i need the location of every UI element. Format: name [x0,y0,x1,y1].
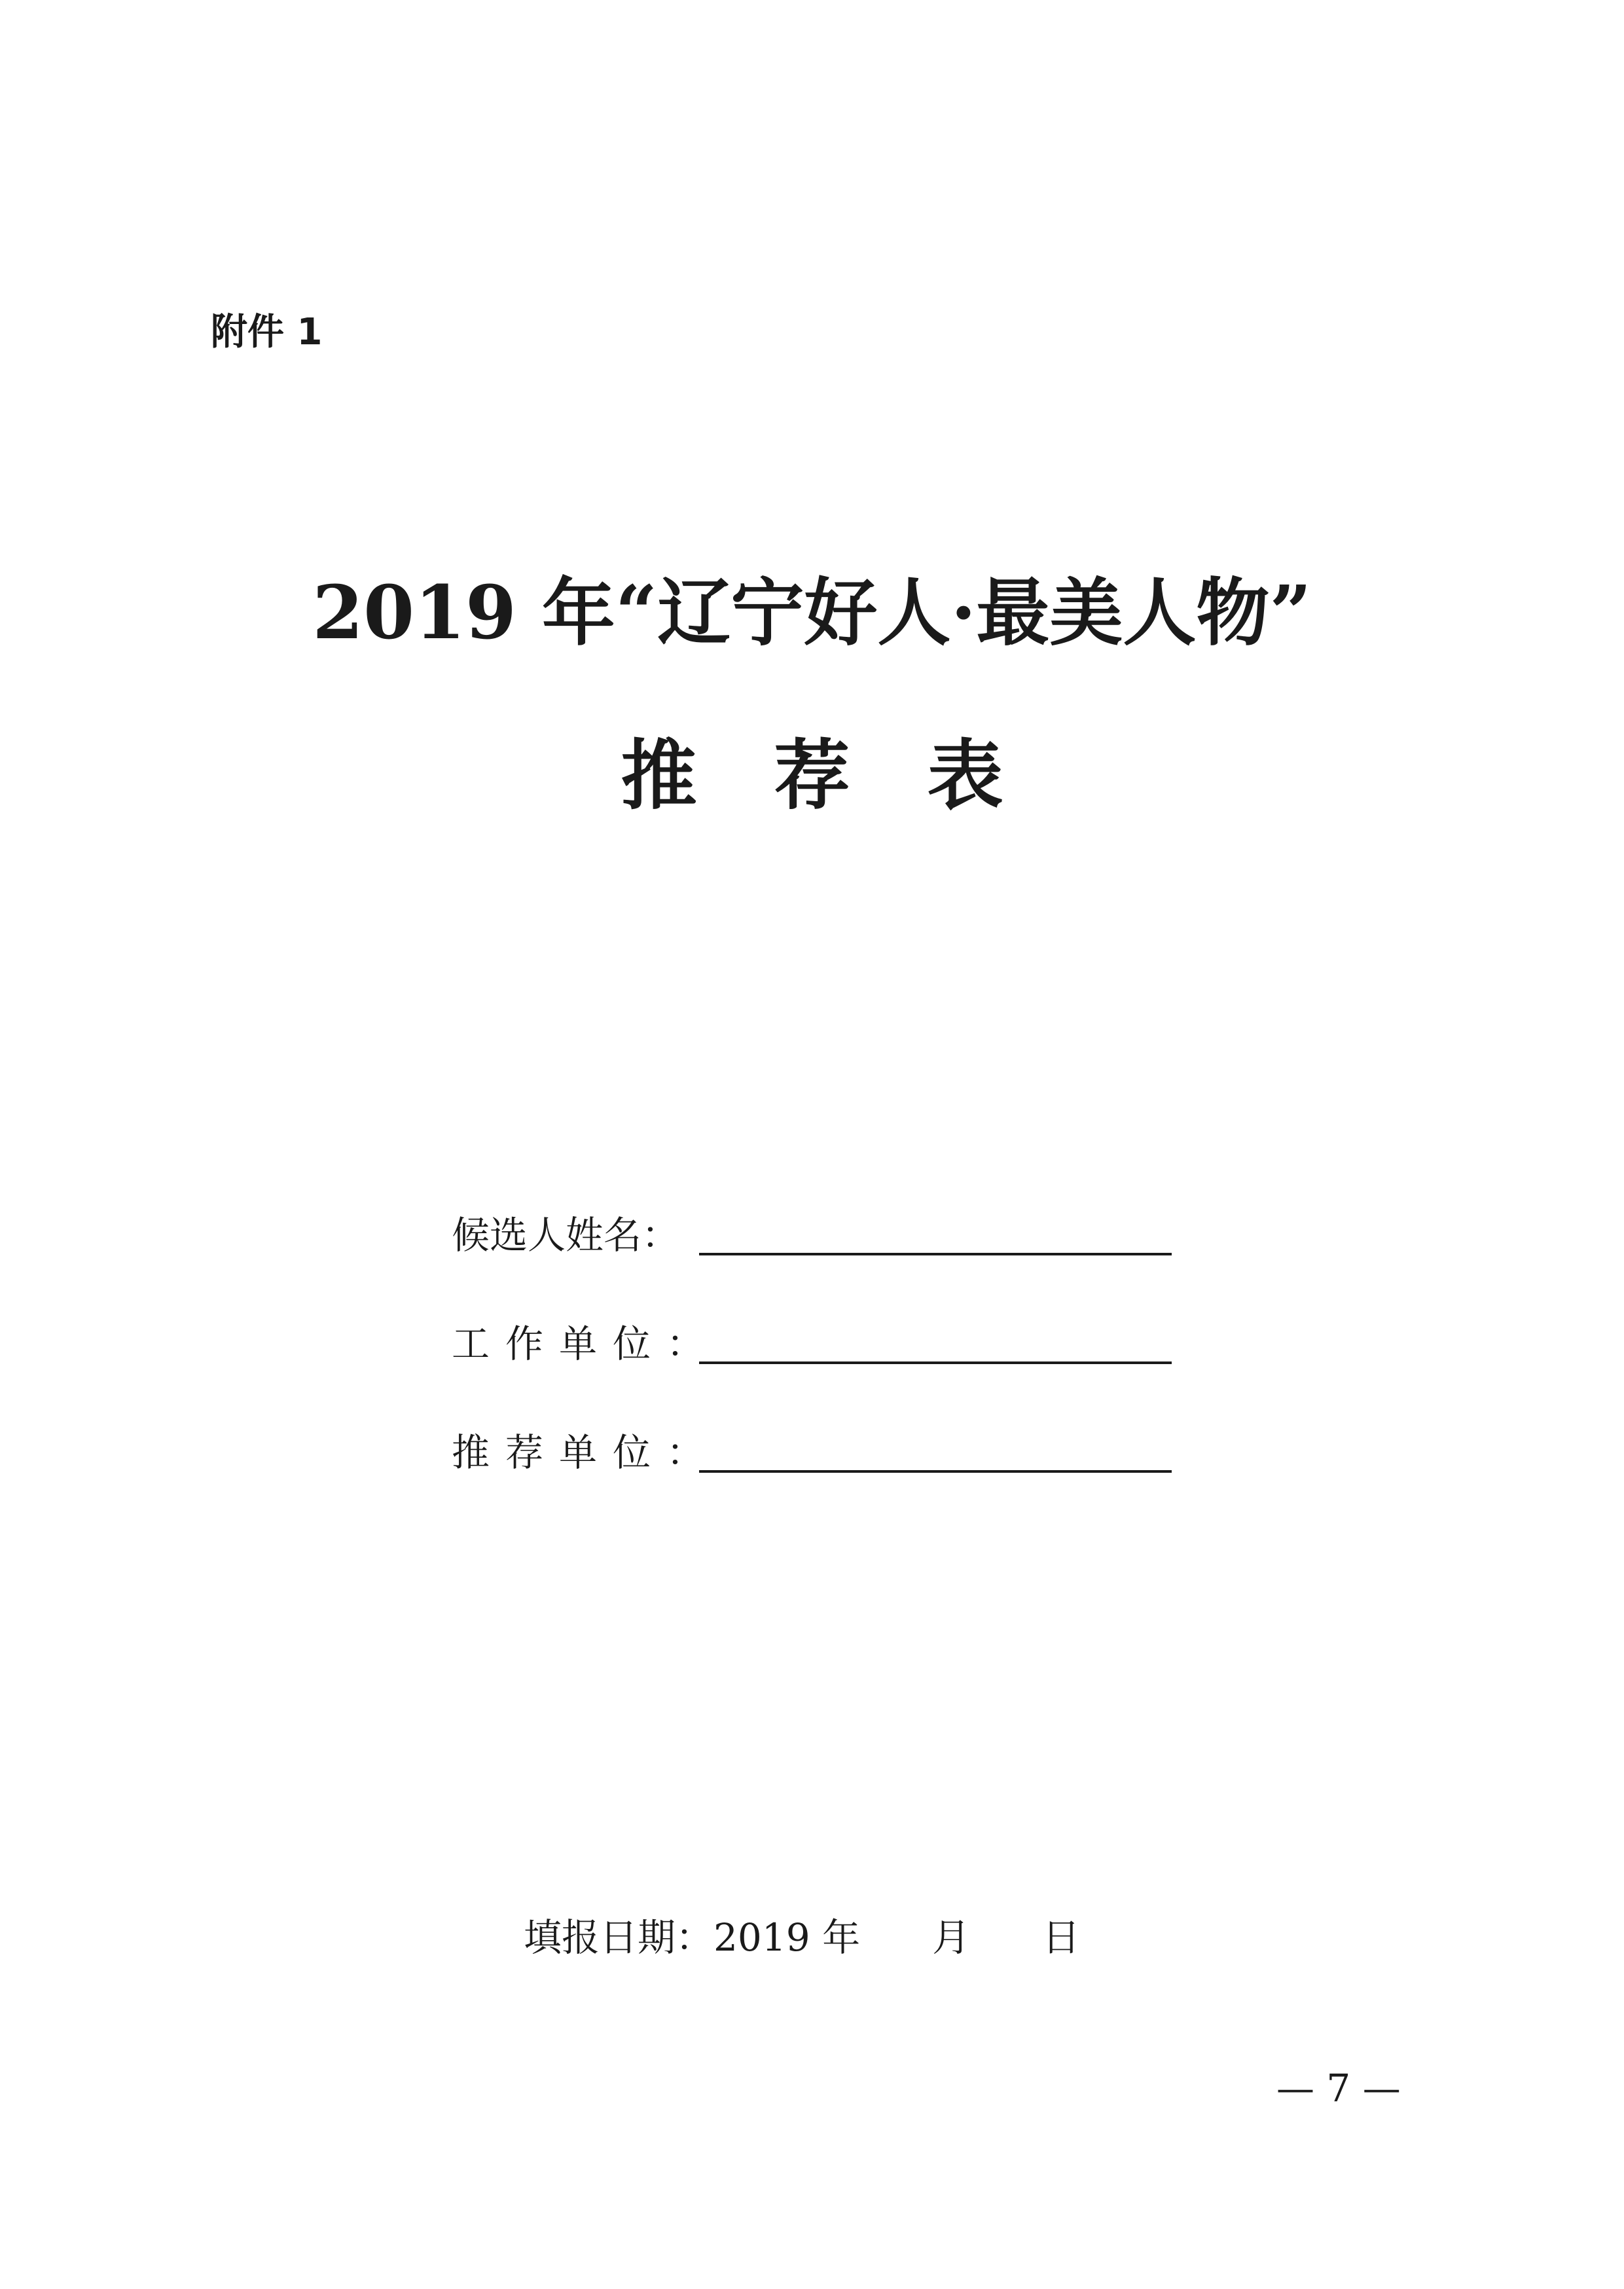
fill-date-year: 2019 [713,1915,810,1960]
candidate-name-line[interactable] [699,1253,1172,1255]
work-unit-label: 工作单位： [452,1322,721,1366]
work-unit-line[interactable] [699,1361,1172,1364]
fill-date-line [524,1911,1080,1964]
document-title: 2019 年“辽宁好人·最美人物” [312,570,1312,656]
fill-date-day-unit: 日 [1042,1915,1081,1960]
recommending-unit-label: 推荐单位： [452,1430,721,1475]
document-subtitle: 推荐表 [621,731,1081,820]
fill-date-label: 填报日期： [524,1915,714,1960]
attachment-label: 附件 1 [211,311,323,353]
page-number: — 7 — [1276,2066,1401,2110]
recommending-unit-line[interactable] [699,1470,1172,1473]
candidate-name-label: 候选人姓名： [452,1213,680,1257]
fill-date-month-unit: 月 [932,1915,971,1960]
fill-date-year-unit: 年 [822,1915,861,1960]
